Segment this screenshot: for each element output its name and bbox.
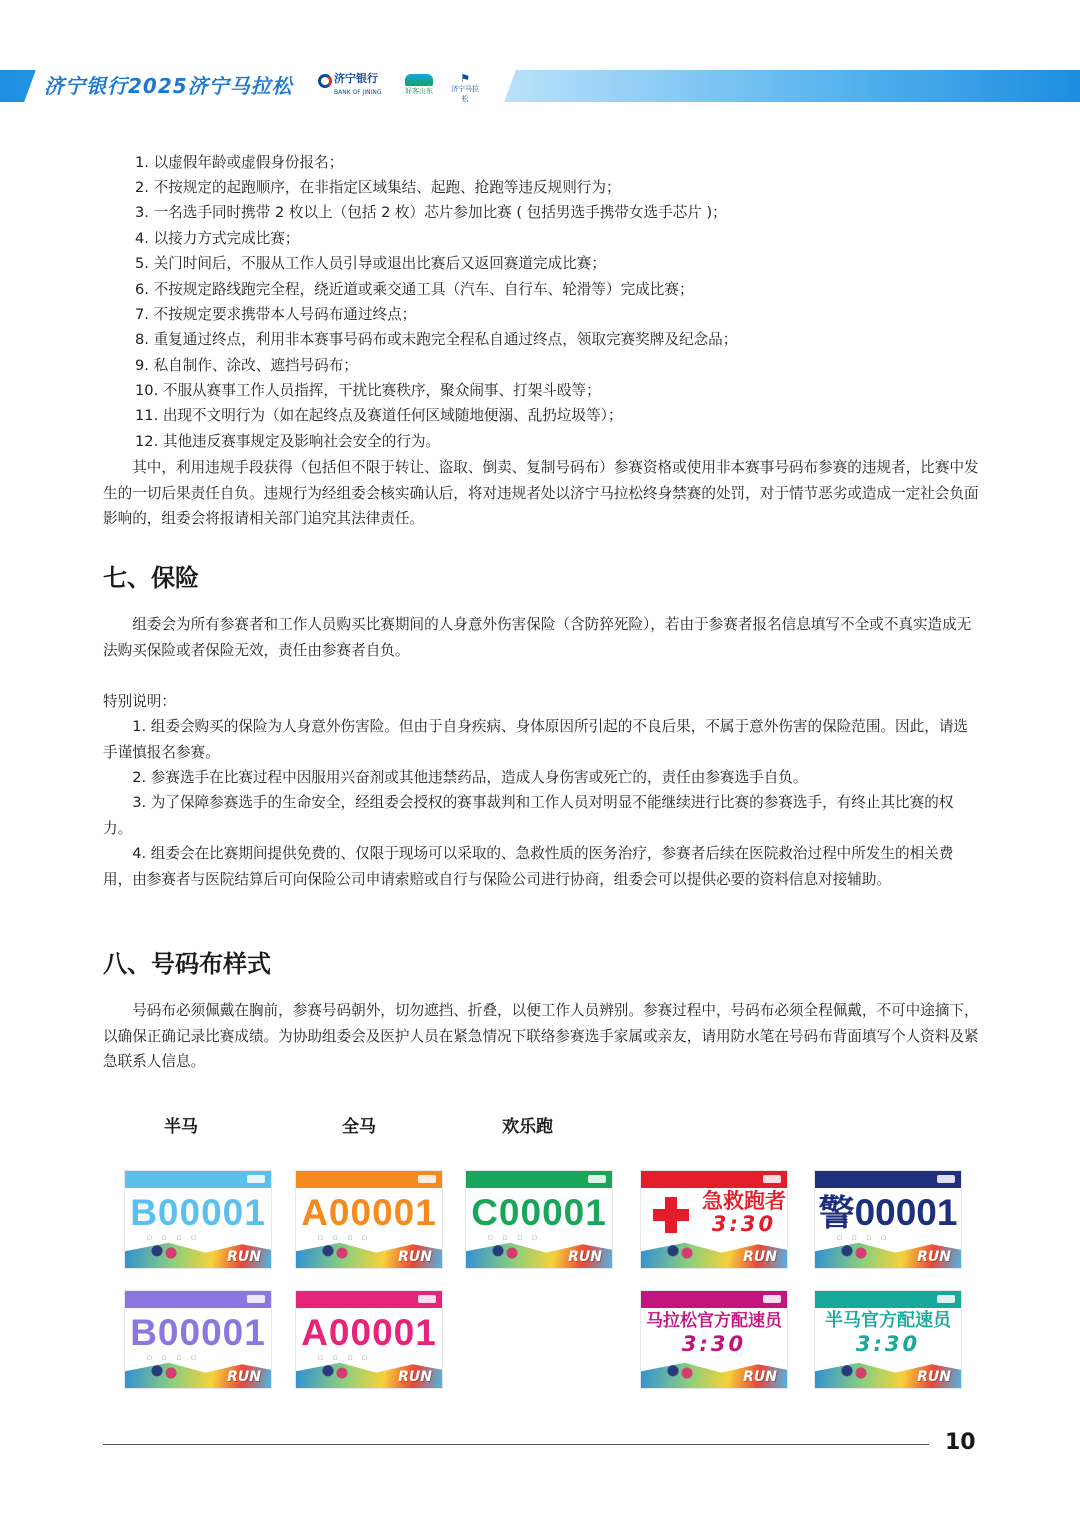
bib-run-word: RUN [227, 1249, 261, 1265]
violation-note: 其中，利用违规手段获得（包括但不限于转让、盗取、倒卖、复制号码布）参赛资格或使用非本赛事号码布参赛的违规者，比赛中发生的一切后果责任自负。违规行为经组委会核实确认后，将对违规者处以济宁马拉松终身禁赛的处罚，对于情节恶劣或造成一定社会负面影响的，组委会将报请相关部门追究其法律责任。 [103, 459, 979, 527]
violation-item: 2. 不按规定的起跑顺序，在非指定区域集结、起跑、抢跑等违反规则行为； [135, 179, 621, 196]
bib-run-word: RUN [917, 1369, 951, 1385]
bib-fun-green [466, 1171, 612, 1268]
special-note-item: 1. 组委会购买的保险为人身意外伤害险。但由于自身疾病、身体原因所引起的不良后果，不属于意外伤害的保险范围。因此，请选手谨慎报名参赛。 [103, 718, 969, 761]
violation-item: 12. 其他违反赛事规定及影响社会安全的行为。 [135, 433, 441, 450]
special-note-item: 3. 为了保障参赛选手的生命安全，经组委会授权的赛事裁判和工作人员对明显不能继续进行比赛的参赛选手，有终止其比赛的权力。 [103, 794, 954, 837]
bank-logo-icon [318, 74, 332, 88]
bib-number: B00001 [130, 1312, 266, 1353]
bib-number: C00001 [471, 1192, 607, 1233]
bib-number: 00001 [854, 1192, 958, 1233]
header-banner [0, 70, 1080, 102]
police-label: 警 [818, 1192, 855, 1233]
bib-time: 3:30 [681, 1332, 747, 1356]
bib-half-pacer [815, 1291, 961, 1388]
bank-logo: 济宁银行 BANK OF JINING [318, 74, 390, 98]
bib-emergency [641, 1171, 787, 1268]
violation-item: 9. 私自制作、涂改、遮挡号码布； [135, 357, 358, 374]
bib-number: A00001 [301, 1312, 437, 1353]
bib-header-strip [125, 1291, 271, 1308]
runners-icon [145, 1242, 185, 1264]
bib-header-strip [296, 1171, 442, 1188]
runners-icon [145, 1362, 185, 1384]
insurance-intro: 组委会为所有参赛者和工作人员购买比赛期间的人身意外伤害保险（含防猝死险），若由于参赛者报名信息填写不全或不真实造成无法购买保险或者保险无效，责任由参赛者自负。 [103, 616, 972, 659]
bib-label: 半马官方配速员 [825, 1310, 951, 1331]
bib-time: 3:30 [711, 1212, 777, 1236]
violation-item: 4. 以接力方式完成比赛； [135, 230, 300, 247]
bib-intro: 号码布必须佩戴在胸前，参赛号码朝外，切勿遮挡、折叠，以便工作人员辨别。参赛过程中，号码布必须全程佩戴，不可中途摘下，以确保正确记录比赛成绩。为协助组委会及医护人员在紧急情况下联络参赛选手家属或亲友，请用防水笔在号码布背面填写个人资料及紧急联系人信息。 [103, 1002, 979, 1070]
bib-run-word: RUN [398, 1369, 432, 1385]
bib-number: A00001 [301, 1192, 437, 1233]
bib-run-word: RUN [227, 1369, 261, 1385]
bib-label: 马拉松官方配速员 [646, 1311, 782, 1331]
footer-divider [103, 1444, 929, 1445]
bib-run-word: RUN [743, 1249, 777, 1265]
runners-icon [316, 1242, 356, 1264]
special-note-item: 2. 参赛选手在比赛过程中因服用兴奋剂或其他违禁药品，造成人身伤害或死亡的，责任由参赛选手自负。 [103, 769, 808, 786]
bib-header-strip [125, 1171, 271, 1188]
special-note-item: 4. 组委会在比赛期间提供免费的、仅限于现场可以采取的、急救性质的医务治疗，参赛者后续在医院救治过程中所发生的相关费用，由参赛者与医院结算后可向保险公司申请索赔或自行与保险公司进行协商，组委会可以提供必要的资料信息对接辅助。 [103, 845, 954, 888]
banner-stripe-right [490, 70, 1080, 102]
bib-checkboxes: □□□□ [837, 1235, 896, 1241]
bib-run-word: RUN [917, 1249, 951, 1265]
violation-item: 1. 以虚假年龄或虚假身份报名； [135, 154, 344, 171]
bib-half-blue [125, 1171, 271, 1268]
section-heading-insurance: 七、保险 [103, 564, 199, 592]
bib-checkboxes: □□□□ [488, 1235, 547, 1241]
bib-label-full: 全马 [342, 1117, 376, 1137]
violation-item: 5. 关门时间后，不服从工作人员引导或退出比赛后又返回赛道完成比赛； [135, 255, 606, 272]
section-heading-bib: 八、号码布样式 [103, 950, 271, 978]
runners-icon [316, 1362, 356, 1384]
bib-run-word: RUN [398, 1249, 432, 1265]
bib-number: B00001 [130, 1192, 266, 1233]
bib-run-word: RUN [743, 1369, 777, 1385]
runners-icon [835, 1242, 875, 1264]
bib-checkboxes: □□□□ [147, 1235, 206, 1241]
bib-half-purple [125, 1291, 271, 1388]
banner-title: 济宁银行2025济宁马拉松 [44, 74, 293, 98]
bib-checkboxes: □□□□ [318, 1355, 377, 1361]
bib-full-orange [296, 1171, 442, 1268]
violation-item: 10. 不服从赛事工作人员指挥，干扰比赛秩序，聚众闹事、打架斗殴等； [135, 382, 601, 399]
runner-icon: ⚑ [460, 72, 470, 85]
shandong-logo: 好客山东 [405, 74, 433, 98]
bib-marathon-pacer [641, 1291, 787, 1388]
violation-item: 3. 一名选手同时携带 2 枚以上（包括 2 枚）芯片参加比赛 ( 包括男选手携带女选手芯片 )； [135, 204, 727, 221]
bib-checkboxes: □□□□ [147, 1355, 206, 1361]
bib-label: 急救跑者 [702, 1189, 786, 1213]
runners-icon [661, 1362, 701, 1384]
bib-header-strip [815, 1291, 961, 1308]
bib-checkboxes: □□□□ [318, 1235, 377, 1241]
violation-item: 8. 重复通过终点，利用非本赛事号码布或未跑完全程私自通过终点，领取完赛奖牌及纪念品； [135, 331, 738, 348]
bib-time: 3:30 [855, 1332, 921, 1356]
bib-header-strip [641, 1171, 787, 1188]
runners-icon [661, 1242, 701, 1264]
bib-header-strip [641, 1291, 787, 1308]
marathon-logo: ⚑ 济宁马拉松 [448, 74, 482, 98]
bib-police [815, 1171, 961, 1268]
bib-number-row [815, 1191, 961, 1235]
bib-label-fun: 欢乐跑 [502, 1117, 553, 1137]
bib-header-strip [296, 1291, 442, 1308]
wave-icon [405, 74, 433, 86]
special-note-title: 特别说明： [103, 693, 176, 710]
violation-item: 7. 不按规定要求携带本人号码布通过终点； [135, 306, 417, 323]
bib-label-half: 半马 [164, 1117, 198, 1137]
violation-item: 11. 出现不文明行为（如在起终点及赛道任何区域随地便溺、乱扔垃圾等）； [135, 407, 623, 424]
runners-icon [835, 1362, 875, 1384]
bib-full-pink [296, 1291, 442, 1388]
violation-item: 6. 不按规定路线跑完全程，绕近道或乘交通工具（汽车、自行车、轮滑等）完成比赛； [135, 281, 694, 298]
runners-icon [486, 1242, 526, 1264]
bib-header-strip [815, 1171, 961, 1188]
bib-run-word: RUN [568, 1249, 602, 1265]
page-number: 10 [945, 1430, 976, 1455]
bib-header-strip [466, 1171, 612, 1188]
